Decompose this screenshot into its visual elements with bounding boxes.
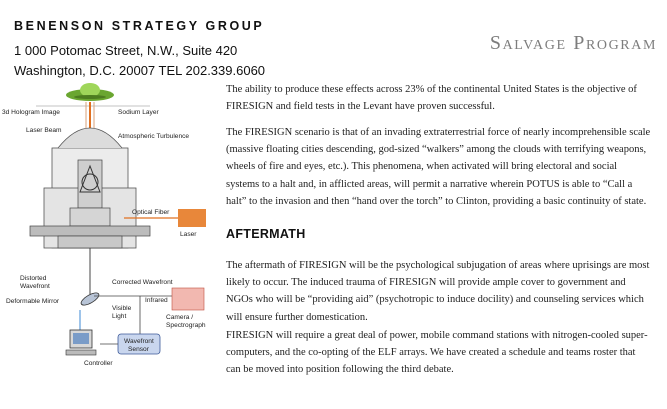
label-laser-beam: Laser Beam (26, 127, 62, 134)
label-laser: Laser (180, 231, 197, 238)
label-camera-2: Spectrograph (166, 322, 206, 329)
ufo-icon (66, 83, 114, 101)
section-heading-aftermath: AFTERMATH (226, 227, 306, 241)
label-distorted-2: Wavefront (20, 283, 50, 290)
paragraph-requirements: FIRESIGN will require a great deal of power, mobile command stations with nitrogen-cooled super-computers, and the co-opting of the ELF arrays. We have created a schedule and teams roster that can be moved into position following the third debate. (226, 330, 648, 376)
label-sensor-2: Sensor (128, 346, 149, 353)
organization-name: BENENSON STRATEGY GROUP (14, 19, 265, 33)
laser-box (178, 209, 206, 227)
label-distorted-1: Distorted (20, 275, 47, 282)
label-corrected: Corrected Wavefront (112, 279, 173, 286)
label-sensor-1: Wavefront (124, 338, 154, 345)
computer-icon (66, 330, 96, 355)
program-title: Salvage Program (489, 32, 657, 54)
label-visible-1: Visible (112, 305, 132, 312)
label-camera-1: Camera / (166, 314, 194, 321)
label-infrared: Infrared (145, 297, 168, 304)
label-hologram: 3d Hologram Image (2, 109, 60, 116)
label-sodium: Sodium Layer (118, 109, 159, 116)
address-line-1: 1 000 Potomac Street, N.W., Suite 420 (14, 43, 238, 58)
label-visible-2: Light (112, 313, 127, 320)
paragraph-scenario: The FIRESIGN scenario is that of an invading extraterrestrial force of nearly incomprehensible scale (massive floating cities descending, god-sized “walkers” among the clouds with terrifying weapons, wheels of fire and eyes, etc.). This phenomena, when activated will bring electoral and social systems to a halt and, in afflicted areas, will permit a narrative wherein POTUS is able to “Call a halt” to the invasion and then “hand over the torch” to Clinton, providing a basic continuity of state. (226, 127, 651, 207)
infrared-box (172, 288, 204, 310)
paragraph-objective: The ability to produce these effects across 23% of the continental United States is the objective of FIRESIGN and field tests in the Levant have proven successful. (226, 84, 637, 113)
address-line-2: Washington, D.C. 20007 TEL 202.339.6060 (14, 63, 266, 78)
paragraph-aftermath: The aftermath of FIRESIGN will be the psychological subjugation of areas where uprisings are most likely to occur. The induced trauma of FIRESIGN will provide ample cover to government and NGOs who will be “providing aid” (psychotropic to induce docility) and counseling services which will ensure further domestication. (226, 260, 650, 323)
label-controller: Controller (84, 360, 113, 367)
observatory-icon (30, 128, 150, 248)
telescope-diagram (0, 78, 222, 378)
label-mirror: Deformable Mirror (6, 298, 60, 305)
label-fiber: Optical Fiber (132, 209, 170, 216)
label-turbulence: Atmospheric Turbulence (118, 133, 190, 140)
